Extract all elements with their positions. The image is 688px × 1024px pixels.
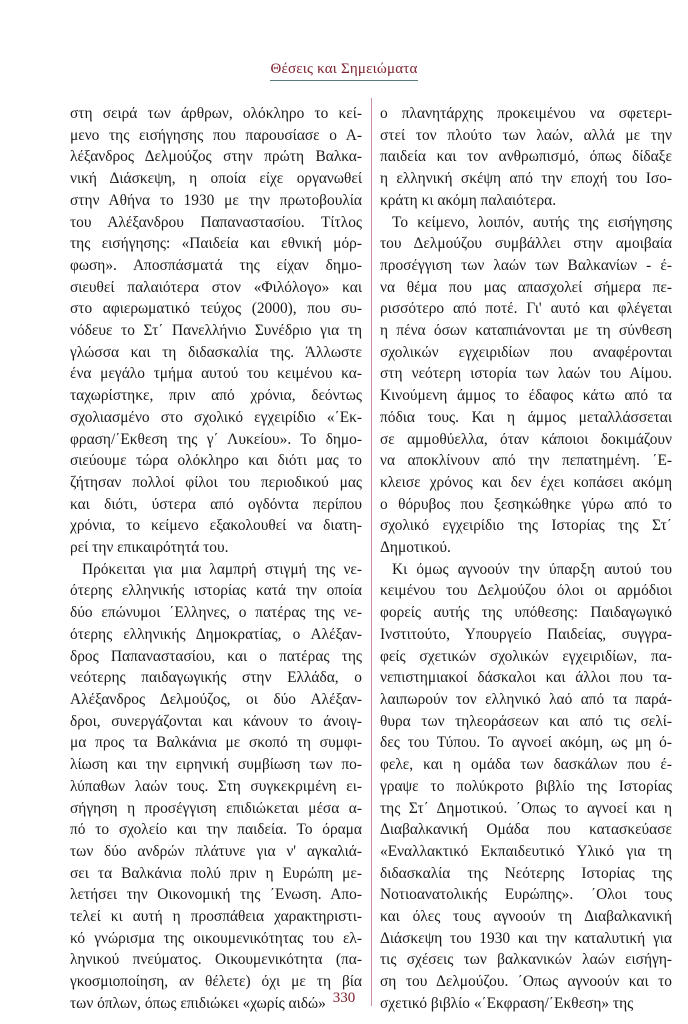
text-line: δρος Παπαναστασίου, και ο πατέρας της bbox=[70, 647, 362, 665]
column-divider bbox=[371, 98, 372, 1006]
text-line: Διάσκεψη του 1930 και την καταλυτική για bbox=[380, 929, 672, 947]
text-line: σήγηση η προσέγγιση επιδιώκεται μέσα α- bbox=[70, 799, 362, 817]
text-line: στην Αθήνα το 1930 με την πρωτοβουλία bbox=[70, 191, 362, 209]
text-line: προσέγγιση των λαών των Βαλκανίων - έ- bbox=[380, 256, 672, 274]
text-line: σχολικό εγχειρίδιο της Ιστορίας της Στ΄ bbox=[380, 517, 672, 535]
text-line: στο αφιερωματικό τεύχος (2000), που συ- bbox=[70, 300, 362, 318]
text-line: νική Διάσκεψη, η οποία είχε οργανωθεί bbox=[70, 170, 362, 188]
text-line: ο θόρυβος που ξεσηκώθηκε γύρω από το bbox=[380, 495, 672, 513]
text-line: φείς σχετικών σχολικών εγχειριδίων, πα- bbox=[380, 647, 672, 665]
text-line: σιευθεί παλαιότερα στον «Φιλόλογο» και bbox=[70, 278, 362, 296]
text-line: ο πλανητάρχης προκειμένου να σφετερι- bbox=[380, 105, 672, 122]
text-line: ζήτησαν πολλοί φίλοι του περιοδικού μας bbox=[70, 473, 362, 491]
page-number: 330 bbox=[332, 990, 356, 1006]
text-line: σιεύουμε τώρα ολόκληρο και διότι μας το bbox=[70, 452, 362, 470]
text-line: δες του Τύπου. Το αγνοεί ακόμη, ως μη ό- bbox=[380, 734, 672, 752]
text-line: ένα μεγάλο τμήμα αυτού του κειμένου κα- bbox=[70, 365, 362, 383]
running-header bbox=[0, 60, 688, 81]
text-line: Ινστιτούτο, Υπουργείο Παιδείας, συγγρα- bbox=[380, 625, 672, 643]
text-line: γκοσμιοποίηση, αν θέλετε) όχι με τη βία bbox=[70, 973, 362, 991]
text-line: σχολιασμένο στο σχολικό εγχειρίδιο «΄Εκ- bbox=[70, 408, 362, 426]
text-line: ση του Δελμούζου. ΄Οπως αγνοούν και το bbox=[380, 973, 672, 991]
right-column bbox=[380, 103, 672, 1015]
text-line: γλώσσα και τη διδασκαλία της. Άλλωστε bbox=[70, 343, 362, 361]
text-line: «Εναλλακτικό Εκπαιδευτικό Υλικό για τη bbox=[380, 842, 672, 860]
text-line: του Δελμούζου συμβάλλει στην αμοιβαία bbox=[380, 235, 672, 253]
text-line: η πένα όσων καταπιάνονται με τη σύνθεση bbox=[380, 322, 672, 340]
text-line: φορείς αυτής της υπόθεσης: Παιδαγωγικό bbox=[380, 604, 672, 622]
text-line: Το κείμενο, λοιπόν, αυτής της εισήγησης bbox=[392, 213, 672, 231]
text-line: κλεισε χρόνος και δεν έχει κοπάσει ακόμη bbox=[380, 473, 672, 491]
text-line: τελεί κι αυτή η προσπάθεια χαρακτηριστι- bbox=[70, 908, 362, 926]
text-line: Αλέξανδρος Δελμούζος, οι δύο Αλέξαν- bbox=[70, 690, 362, 708]
text-line: δροι, συνεργάζονται και κάνουν το άνοιγ- bbox=[70, 712, 362, 730]
text-line: λύπαθων λαών τους. Στη συγκεκριμένη ει- bbox=[70, 777, 362, 795]
text-line: Δημοτικού. bbox=[380, 539, 451, 557]
text-line: γραψε το πολύκροτο βιβλίο της Ιστορίας bbox=[380, 777, 672, 795]
text-line: ληνικού πνεύματος. Οικουμενικότητα (πα- bbox=[70, 951, 362, 969]
text-line: να θέμα που μας απασχολεί σήμερα πε- bbox=[380, 278, 672, 296]
text-line: και διότι, ύστερα από ογδόντα περίπου bbox=[70, 495, 362, 513]
text-line: στη σειρά των άρθρων, ολόκληρο το κεί- bbox=[70, 105, 362, 122]
text-line: φωση». Αποσπάσματά της είχαν δημο- bbox=[70, 256, 362, 274]
text-line: σε αμμοθύελλα, όταν κάποιοι δοκιμάζουν bbox=[380, 430, 672, 448]
text-line: μα προς τα Βαλκάνια με σκοπό τη συμφι- bbox=[70, 734, 362, 752]
text-line: κό γνώρισμα της οικουμενικότητας του ελ- bbox=[70, 929, 362, 947]
text-line: Πρόκειται για μια λαμπρή στιγμή της νε- bbox=[82, 560, 362, 578]
text-line: σχετικό βιβλίο «΄Εκφραση/΄Εκθεση» της bbox=[380, 994, 634, 1012]
text-line: Κινούμενη άμμος το έδαφος κάτω από τα bbox=[380, 387, 672, 405]
text-line: νόδευε το Στ΄ Πανελλήνιο Συνέδριο για τη bbox=[70, 322, 362, 340]
text-line: νεότερης παιδαγωγικής στην Ελλάδα, ο bbox=[70, 669, 362, 687]
text-line: ρισσότερο από ποτέ. Γι' αυτό και φλέγεται bbox=[380, 300, 672, 318]
text-line: τις σχέσεις των βαλκανικών λαών εισήγη- bbox=[380, 951, 672, 969]
text-line: των όπλων, όπως επιδιώκει «χωρίς αιδώ» bbox=[70, 994, 326, 1012]
text-line: ταχωρίστηκε, πριν από χρόνια, δεόντως bbox=[70, 387, 362, 405]
text-line: ότερης ελληνικής Δημοκρατίας, ο Αλέξαν- bbox=[70, 625, 362, 643]
text-line: Νοτιοανατολικής Ευρώπης». ΄Ολοι τους bbox=[380, 886, 672, 904]
text-line: των δύο ανδρών πλάτυνε για ν' αγκαλιά- bbox=[70, 842, 362, 860]
text-line: στη νεότερη ιστορία των λαών του Αίμου. bbox=[380, 365, 672, 383]
text-line: φραση/΄Εκθεση της γ΄ Λυκείου». Το δημο- bbox=[70, 430, 362, 448]
text-line: του Αλέξανδρου Παπαναστασίου. Τίτλος bbox=[70, 213, 362, 231]
text-line: διδασκαλία της Νεότερης Ιστορίας της bbox=[380, 864, 672, 882]
text-line: θυρα των τηλεοράσεων και από τις σελί- bbox=[380, 712, 672, 730]
left-column bbox=[70, 103, 362, 1015]
text-line: ότερης ελληνικής ιστορίας κατά την οποία bbox=[70, 582, 362, 600]
text-line: λαιπωρούν τον ελληνικό λαό από τα παρά- bbox=[380, 690, 672, 708]
text-line: να αποκλίνουν από την πεπατημένη. ΄Ε- bbox=[380, 452, 672, 470]
text-line: λίωση και την ειρηνική συμβίωση των πο- bbox=[70, 756, 362, 774]
text-line: στεί τον πλούτο των λαών, αλλά με την bbox=[380, 126, 672, 144]
text-line: φελε, και η ομάδα των δασκάλων που έ- bbox=[380, 756, 672, 774]
text-line: πόδια τους. Και η άμμος μεταλλάσσεται bbox=[380, 408, 672, 426]
text-line: Κι όμως αγνοούν την ύπαρξη αυτού του bbox=[392, 560, 672, 578]
text-line: κειμένου του Δελμούζου όλοι οι αρμόδιοι bbox=[380, 582, 672, 600]
text-line: δύο επώνυμοι ΄Ελληνες, ο πατέρας της νε- bbox=[70, 604, 362, 622]
text-line: Διαβαλκανική Ομάδα που κατασκεύασε bbox=[380, 821, 672, 839]
text-line: της Στ΄ Δημοτικού. ΄Οπως το αγνοεί και η bbox=[380, 799, 672, 817]
text-line: μενο της εισήγησης που παρουσίασε ο Α- bbox=[70, 126, 362, 144]
text-line: κράτη κι ακόμη παλαιότερα. bbox=[380, 191, 557, 209]
text-line: λετήσει την Οικονομική της ΄Ενωση. Απο- bbox=[70, 886, 362, 904]
text-line: σει τα Βαλκάνια πολύ πριν η Ευρώπη με- bbox=[70, 864, 362, 882]
text-line: και όλες τους αγνοούν τη Διαβαλκανική bbox=[380, 908, 672, 926]
text-line: πό το σχολείο και την παιδεία. Το όραμα bbox=[70, 821, 362, 839]
text-line: η ελληνική σκέψη από την εποχή του Ισο- bbox=[380, 170, 672, 188]
text-line: της εισήγησης: «Παιδεία και εθνική μόρ- bbox=[70, 235, 362, 253]
section-title: Θέσεις και Σημειώματα bbox=[270, 61, 417, 81]
text-line: χρόνια, το κείμενο εξακολουθεί να διατη- bbox=[70, 517, 362, 535]
text-line: λέξανδρος Δελμούζος στην πρώτη Βαλκα- bbox=[70, 148, 362, 166]
text-line: ρεί την επικαιρότητά του. bbox=[70, 539, 229, 557]
text-line: νεπιστημιακοί δάσκαλοι και άλλοι που τα- bbox=[380, 669, 672, 687]
text-line: παιδεία και τον ανθρωπισμό, όπως δίδαξε bbox=[380, 148, 672, 166]
text-line: σχολικών εγχειριδίων που αναφέρονται bbox=[380, 343, 672, 361]
